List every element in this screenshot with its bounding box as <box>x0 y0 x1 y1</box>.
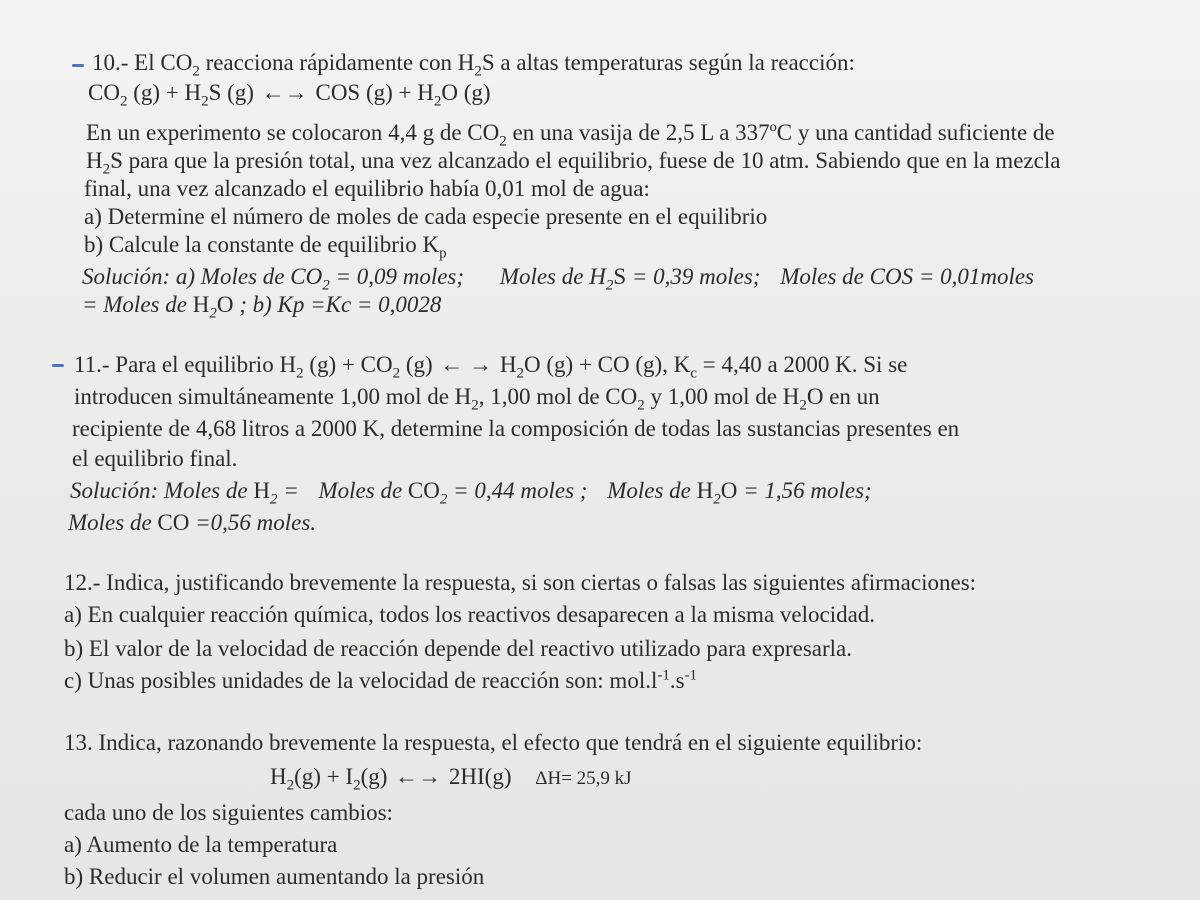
p12-question-a: a) En cualquier reacción química, todos los reactivos desaparecen a la misma velocidad. <box>64 602 876 627</box>
p13-question-a: a) Aumento de la temperatura <box>64 832 338 857</box>
p13-question-b: b) Reducir el volumen aumentando la presión <box>64 864 485 889</box>
equilibrium-arrow-icon: ←→ <box>261 80 308 105</box>
p10-question-a: a) Determine el número de moles de cada especie presente en el equilibrio <box>84 204 768 229</box>
p10-line-5: final, una vez alcanzado el equilibrio había 0,01 mol de agua: <box>84 176 650 201</box>
tick-mark-icon <box>52 364 64 367</box>
p12-line-1: 12.- Indica, justificando brevemente la respuesta, si son ciertas o falsas las siguientes afirmaciones: <box>64 570 977 595</box>
tick-mark-icon <box>72 64 84 67</box>
p10-solution-2: = Moles de $H_2O$ ; b) Kp =Kc = 0,0028 <box>82 292 442 322</box>
p11-solution-2: Moles de CO =0,56 moles. <box>68 510 317 535</box>
equilibrium-arrow-icon: ← → <box>440 352 493 377</box>
p10-line-1: 10.- El $CO_2$ reacciona rápidamente con $H_2S$ a altas temperaturas según la reacción: <box>92 50 855 80</box>
p11-line-3: recipiente de 4,68 litros a 2000 K, determine la composición de todas las sustancias presentes en <box>72 416 960 441</box>
p11-line-1: 11.- Para el equilibrio $H_2$ $(g) + CO_2$ (g) ← → $H_2O$ (g) + CO (g), $K_c = 4,40$ a 2000 K. Si se <box>74 352 908 382</box>
p10-reaction: $CO_2$ $(g) + H_2S$ (g) ←→ COS $(g) + H_2O$ (g) <box>88 80 491 110</box>
p10-question-b: b) Calcule la constante de equilibrio $K_p$ <box>84 232 447 262</box>
p11-solution-1: Solución: Moles de $H_2$ = Moles de $CO_2 = 0,44$ moles ; Moles de $H_2O = 1,56$ moles; <box>70 478 872 508</box>
p10-line-3: En un experimento se colocaron 4,4 g de $CO_2$ en una vasija de 2,5 L a 337ºC y una cantidad suficiente de <box>86 120 1055 150</box>
p11-line-2: introducen simultáneamente 1,00 mol de $H_2$, 1,00 mol de $CO_2$ y 1,00 mol de $H_2O$ en un <box>74 384 880 414</box>
p13-line-3: cada uno de los siguientes cambios: <box>64 800 393 825</box>
p12-question-b: b) El valor de la velocidad de reacción depende del reactivo utilizado para expresarla. <box>64 636 852 661</box>
equilibrium-arrow-icon: ←→ <box>395 764 442 789</box>
p12-question-c: c) Unas posibles unidades de la velocidad de reacción son: $mol.l^{-1}.s^{-1}$ <box>64 667 698 693</box>
p10-solution-1: Solución: a) Moles de $CO_2 = 0,09$ moles; Moles de $H_2S = 0,39$ moles; Moles de COS = 0,01moles <box>82 264 1035 294</box>
p13-reaction: $H_2(g) + I_2(g)$ ←→ 2HI(g) ΔH= 25,9 kJ <box>270 764 632 794</box>
p10-line-4: $H_2S$ para que la presión total, una vez alcanzado el equilibrio, fuese de 10 atm. Sabiendo que en la mezcla <box>86 148 1061 178</box>
p11-line-4: el equilibrio final. <box>72 446 238 471</box>
p13-line-1: 13. Indica, razonando brevemente la respuesta, el efecto que tendrá en el siguiente equilibrio: <box>64 730 923 755</box>
